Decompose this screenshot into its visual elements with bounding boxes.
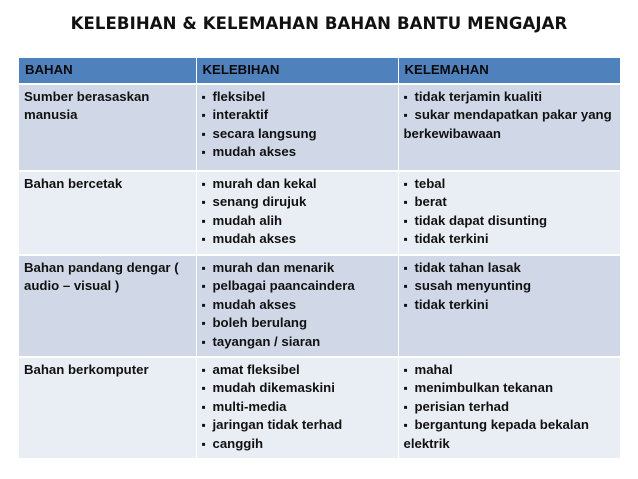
- list-item: ▪ tidak terkini: [404, 230, 615, 249]
- list-item: ▪ pelbagai paancaindera: [202, 277, 393, 296]
- list-item: ▪ canggih: [202, 435, 393, 454]
- list-item: ▪ tidak terkini: [404, 296, 615, 315]
- list-item: ▪ mudah alih: [202, 212, 393, 231]
- table-row: [19, 171, 620, 255]
- kelebihan-cell: [196, 84, 398, 171]
- list-item: ▪ interaktif: [202, 106, 393, 125]
- bahan-cell: Sumber berasaskan manusia: [19, 84, 196, 171]
- list-item: ▪ amat fleksibel: [202, 361, 393, 380]
- header-bahan: BAHAN: [19, 58, 196, 84]
- header-row: [19, 58, 620, 84]
- table-row: [19, 84, 620, 171]
- header-kelemahan: KELEMAHAN: [398, 58, 620, 84]
- list-item: ▪ murah dan kekal: [202, 175, 393, 194]
- table-row: [19, 357, 620, 459]
- slide-title: KELEBIHAN & KELEMAHAN BAHAN BANTU MENGAJAR: [70, 14, 568, 33]
- bahan-cell: Bahan pandang dengar ( audio – visual ): [19, 255, 196, 357]
- list-item: ▪ tidak tahan lasak: [404, 259, 615, 278]
- kelebihan-cell: [196, 357, 398, 459]
- list-item: ▪ mudah akses: [202, 296, 393, 315]
- kelemahan-cell: [398, 171, 620, 255]
- list-item: ▪ bergantung kepada bekalan elektrik: [404, 416, 615, 453]
- list-item: ▪ mudah dikemaskini: [202, 379, 393, 398]
- list-item: ▪ sukar mendapatkan pakar yang berkewibawaan: [404, 106, 615, 143]
- list-item: ▪ tayangan / siaran: [202, 333, 393, 352]
- table-row: [19, 255, 620, 357]
- list-item: ▪ tidak dapat disunting: [404, 212, 615, 231]
- list-item: ▪ secara langsung: [202, 125, 393, 144]
- list-item: ▪ murah dan menarik: [202, 259, 393, 278]
- list-item: ▪ tidak terjamin kualiti: [404, 88, 615, 107]
- list-item: ▪ multi-media: [202, 398, 393, 417]
- list-item: ▪ senang dirujuk: [202, 193, 393, 212]
- kelebihan-cell: [196, 255, 398, 357]
- comparison-table: [19, 58, 621, 460]
- bahan-cell: Bahan bercetak: [19, 171, 196, 255]
- list-item: ▪ fleksibel: [202, 88, 393, 107]
- list-item: ▪ berat: [404, 193, 615, 212]
- kelemahan-cell: [398, 84, 620, 171]
- list-item: ▪ mahal: [404, 361, 615, 380]
- list-item: ▪ perisian terhad: [404, 398, 615, 417]
- kelemahan-cell: [398, 357, 620, 459]
- bahan-cell: Bahan berkomputer: [19, 357, 196, 459]
- list-item: ▪ boleh berulang: [202, 314, 393, 333]
- list-item: ▪ menimbulkan tekanan: [404, 379, 615, 398]
- list-item: ▪ jaringan tidak terhad: [202, 416, 393, 435]
- header-kelebihan: KELEBIHAN: [196, 58, 398, 84]
- list-item: ▪ susah menyunting: [404, 277, 615, 296]
- kelemahan-cell: [398, 255, 620, 357]
- list-item: ▪ mudah akses: [202, 230, 393, 249]
- list-item: ▪ mudah akses: [202, 143, 393, 162]
- list-item: ▪ tebal: [404, 175, 615, 194]
- kelebihan-cell: [196, 171, 398, 255]
